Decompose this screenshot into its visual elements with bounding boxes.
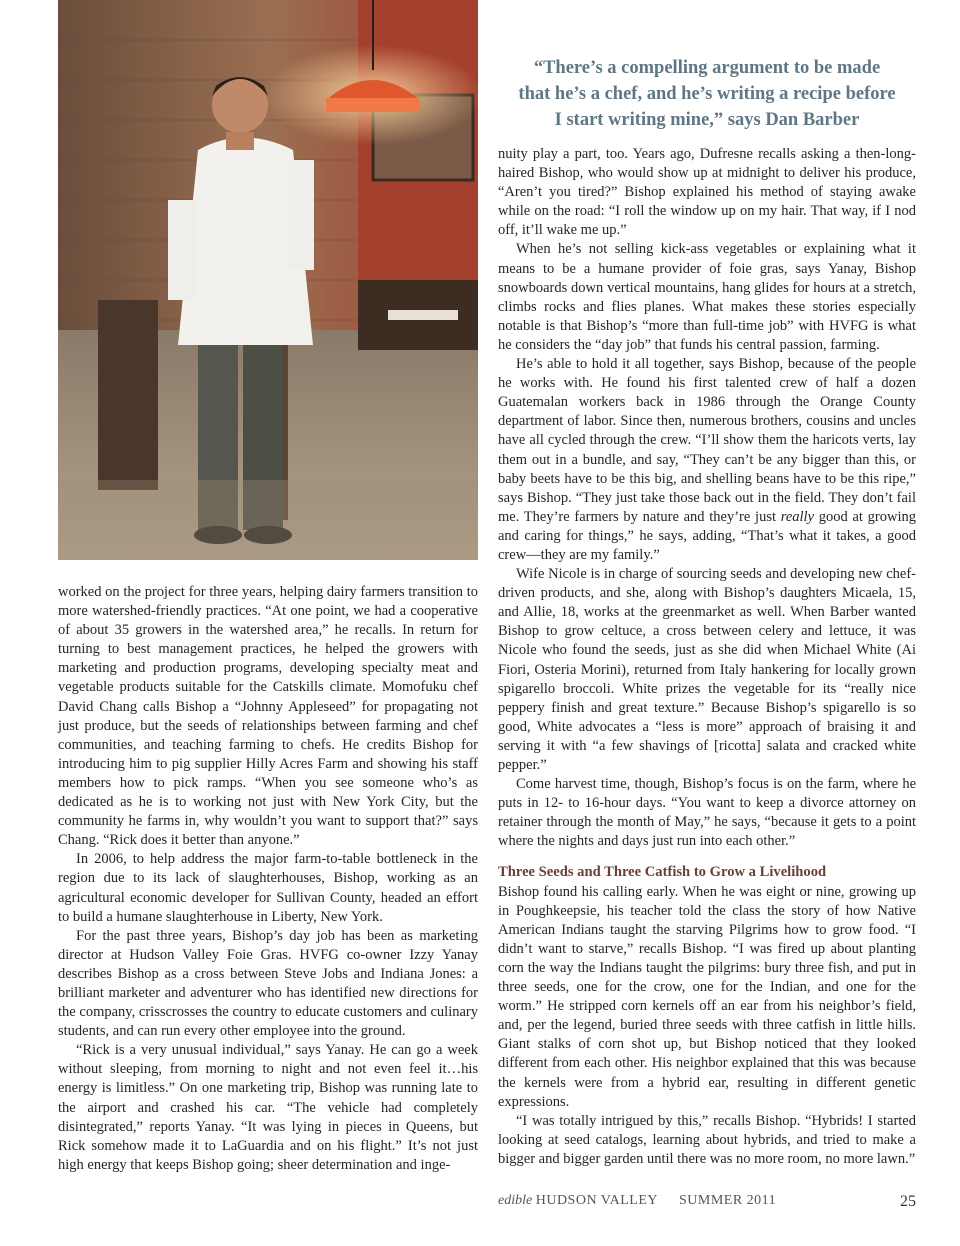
- body-paragraph: Come harvest time, though, Bishop’s focus is on the farm, where he puts in 12- to 16-hour days. “You want to keep a divorce attorney on retainer through the month of May,” he says, “because it gets to a point where the nights and days just run into each other.”: [498, 776, 916, 850]
- page-number: 25: [900, 1193, 916, 1210]
- body-paragraph: Bishop found his calling early. When he was eight or nine, growing up in Poughkeepsie, his teacher told the class the story of how Native American Indians taught the starving Pilgrims how to grow food. “I didn’t want to starve,” recalls Bishop. “I was fired up about planting corn the way the Indians taught the pilgrims: bury three fish, and put in three seeds, one for the crow, one for the Indian, and one for the worm.” He stripped corn kernels off an ear from his neighbor’s field, and, per the legend, buried three seeds with three catfish in little hills. Giant stalks of corn shot up, but Bishop noticed that they looked different from each other. His neighbor explained that this was because the kernels were from a hybrid ear, resulting in different genetic expressions.: [498, 883, 916, 1110]
- pull-quote: [498, 55, 916, 133]
- emphasis-text: really: [780, 508, 815, 525]
- section-subhead: Three Seeds and Three Catfish to Grow a Livelihood: [498, 864, 827, 881]
- right-column: [498, 145, 916, 1169]
- footer-issue: SUMMER 2011: [679, 1193, 777, 1208]
- body-paragraph: In 2006, to help address the major farm-to-table bottleneck in the region due to its lack of slaughterhouses, Bishop, working as an agricultural economic developer for Sullivan County, headed an effort to build a humane slaughterhouse in Liberty, New York.: [58, 851, 478, 925]
- body-paragraph: When he’s not selling kick-ass vegetables or explaining what it means to be a humane provider of foie gras, says Yanay, Bishop snowboards down vertical mountains, hang glides for hours at a stretch, climbs rocks and flies planes. What makes these stories especially notable is that Bishop’s “more than full-time job” with HVFG is what he considers the “day job” that funds his central passion, farming.: [498, 241, 916, 353]
- body-paragraph: “I was totally intrigued by this,” recalls Bishop. “Hybrids! I started looking at seed catalogs, learning about hybrids, and tried to make a bigger and bigger garden until there was no more room, no more lawn.”: [498, 1112, 916, 1167]
- body-text: He’s able to hold it all together, says Bishop, because of the people he works with. He found his first talented crew of half a dozen Guatemalan workers back in 1986 through the Orange County department of labor. Since then, numerous brothers, cousins and uncles have all cycled through the crew. “I’ll show them the haricots verts, lay them out in a bundle, and say, “They can’t be any bigger than this, or baby beets have to be this big, and shelling beans have to be this ripe,” says Bishop. “They just take those back out in the field. They don’t fail me. They’re farmers by nature and they’re just: [498, 356, 916, 525]
- body-text: good at growing and caring for things,” he says, adding, “That’s what it takes, a good crew—they are my family.”: [498, 508, 917, 563]
- pull-quote-line-1: “There’s a compelling argument to be made: [533, 58, 881, 78]
- page-footer: [498, 1193, 918, 1209]
- left-column: [58, 583, 478, 1175]
- body-paragraph: worked on the project for three years, helping dairy farmers transition to more watershed-friendly practices. “At one point, we had a cooperative of about 35 growers in the watershed area,” he recalls. In return for turning to best management practices, he helped the growers with marketing and production programs, developing specialty meat and vegetable products suitable for the Catskills climate. Momofuku chef David Chang calls Bishop a “Johnny Appleseed” for propagating not just produce, but the seeds of relationships between farming and chef communities, and teaching farming to chefs. He credits Bishop for introducing him to pig supplier Hilly Acres Farm and showing his staff members how to pick ramps. “When you see someone who’s as dedicated as he is to working not just with New York City, but the community he farms in, why wouldn’t you want to support that?” says Chang. “Rick does it better than anyone.”: [58, 584, 478, 849]
- body-paragraph: For the past three years, Bishop’s day job has been as marketing director at Hudson Valley Foie Gras. HVFG co-owner Izzy Yanay describes Bishop as a cross between Steve Jobs and Indiana Jones: a brilliant marketer and adventurer who has identified new directions for the company, crisscrosses the country to educate customers and culinary students, and can run every other employee into the ground.: [58, 927, 478, 1040]
- pull-quote-line-3: I start writing mine,” says Dan Barber: [554, 110, 860, 130]
- body-paragraph: Wife Nicole is in charge of sourcing seeds and developing new chef-driven products, and she, along with Bishop’s daughters Micaela, 15, and Allie, 18, works at the greenmarket as well. When Barber wanted Bishop to grow celtuce, a cross between celery and lettuce, it was Nicole who found the seeds, just as she did when Michael White (Ai Fiori, Osteria Morini), returned from Italy hankering for locally grown spigarello broccoli. White prizes the vegetable for its “really nice peppery finish and great texture.” Because Bishop’s spigarello is so good, White advocates a “less is more” approach of braising it and serving it with “a few shavings of [ricotta] salata and cracked white pepper.”: [498, 566, 916, 773]
- chef-portrait-photo: [58, 0, 478, 560]
- footer-brand: edible: [498, 1193, 533, 1208]
- body-paragraph: “Rick is a very unusual individual,” says Yanay. He can go a week without sleeping, from morning to night and not even feel it…his energy is limitless.” On one marketing trip, Bishop was running late to the airport and crashed his car. “The vehicle had completely disintegrated,” reports Yanay. “It was lying in pieces in Queens, but Rick somehow made it to LaGuardia and on his flight.” It’s not just high energy that keeps Bishop going; sheer determination and inge-: [58, 1042, 478, 1173]
- body-paragraph: nuity play a part, too. Years ago, Dufresne recalls asking a then-long-haired Bishop, who would show up at midnight to deliver his produce, “Aren’t you tired?” Bishop explained his method of staying awake while on the road: “I roll the window up on my hair. That way, if I nod off, it’ll wake me up.”: [498, 146, 916, 239]
- pull-quote-line-2: that he’s a chef, and he’s writing a recipe before: [518, 84, 896, 104]
- footer-publication: HUDSON VALLEY: [535, 1193, 658, 1208]
- body-paragraph: [498, 355, 916, 565]
